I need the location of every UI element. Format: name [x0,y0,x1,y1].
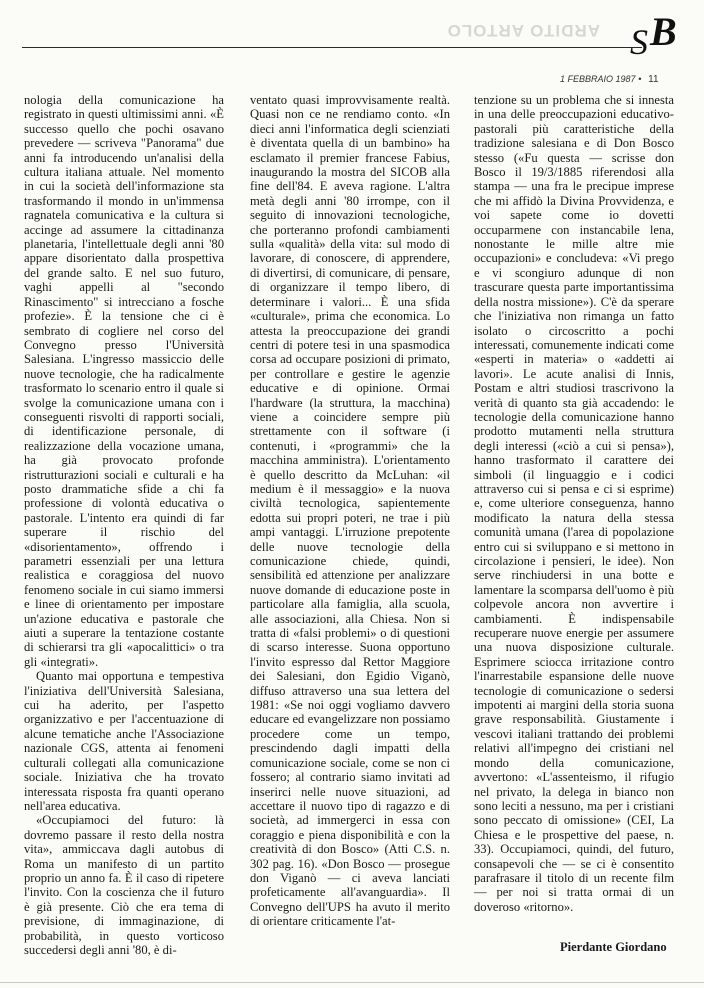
paragraph: nologia della comunicazione ha registrato in questi ultimissimi anni. «È successo quello che pochi osavano prevedere — scriveva "Panorama" due anni fa introducendo un'analisi della cultura italiana attuale. Nel momento in cui la società dell'informazione sta trasformando il mondo in un'immensa ragnatela comunicativa e la cultura si accinge ad assumere la cittadinanza planetaria, l'intellettuale degli anni '80 appare disorientato dalla prospettiva del grande salto. E nel suo futuro, vaghi appelli al "secondo Rinascimento" si intrecciano a fosche profezie». È la tensione che ci è sembrato di cogliere nel corso del Convegno presso l'Università Salesiana. L'ingresso massiccio delle nuove tecnologie, che ha radicalmente trasformato lo scenario entro il quale si svolge la comunicazione umana con i conseguenti risvolti di rapporti sociali, di identificazione personale, di realizzazione della vocazione umana, ha già provocato profonde ristrutturazioni sociali e culturali e ha posto drammatiche sfide a chi fa professione di volontà educativa o pastorale. L'intento era quindi di far superare il rischio del «disorientamento», offrendo i parametri essenziali per una lettura realistica e coraggiosa del nuovo fenomeno sociale in cui siamo immersi e linee di orientamento per impostare un'azione educativa e pastorale che aiuti a superare la tentazione costante di schierarsi tra gli «apocalittici» o tra gli «integrati». [24,93,224,669]
issue-date: 1 FEBBRAIO 1987 [560,74,636,84]
folio-separator: • [638,74,642,85]
article-column-2 [250,93,450,963]
logo-letter-s: S [630,22,648,62]
header-rule [22,47,642,48]
paragraph: ventato quasi improvvisamente realtà. Quasi non ce ne rendiamo conto. «In dieci anni l'informatica degli scienziati è diventata quella di un bambino» ha esclamato il premier francese Fabius, inaugurando la mostra del SICOB alla fine dell'84. E aveva ragione. L'altra metà degli anni '80 irrompe, con il seguito di innovazioni tecnologiche, che porteranno profondi cambiamenti sulla «qualità» della vita: sul modo di lavorare, di conoscere, di apprendere, di divertirsi, di comunicare, di pensare, di organizzare il tempo libero, di determinare i valori... È una sfida «culturale», prima che economica. Lo attesta la preoccupazione dei grandi centri di potere tesi in una spasmodica corsa ad occupare posizioni di primato, per controllare e gestire le agenzie educative e di opinione. Ormai l'hardware (la struttura, la macchina) viene a coincidere sempre più strettamente con il software (i contenuti, i «programmi» che la macchina amministra). L'orientamento è quello descritto da McLuhan: «il medium è il messaggio» e la nuova civiltà tecnologica, sapientemente edotta sui propri poteri, ne trae i più ampi vantaggi. L'irruzione prepotente delle nuove tecnologie della comunicazione chiede, quindi, sensibilità ed attenzione per analizzare nuove domande di educazione poste in particolare alla famiglia, alla scuola, alle associazioni, alla Chiesa. Non si tratta di «falsi problemi» o di questioni di scarso interesse. Suona opportuno l'invito espresso dal Rettor Maggiore dei Salesiani, don Egidio Viganò, diffuso attraverso una sua lettera del 1981: «Se noi oggi vogliamo davvero educare ed evangelizzare non possiamo procedere come un tempo, prescindendo dagli impatti della comunicazione sociale, come se non ci fossero; al contrario siamo invitati ad inserirci nelle nuove situazioni, ad accettare il nuovo tipo di ragazzo e di società, ad immergerci in essa con coraggio e piena disponibilità e con la creatività di don Bosco» (Atti C.S. n. 302 pag. 16). «Don Bosco — prosegue don Viganò — ci aveva lanciati profeticamente all'avanguardia». Il Convegno dell'UPS ha avuto il merito di orientare criticamente l'at- [250,93,450,929]
page-edge [0,982,704,983]
bleed-through-heading: ARDITO ARTOLO [446,21,600,40]
sb-logo [630,9,690,62]
article-column-1 [24,93,224,963]
author-signature: Pierdante Giordano [560,940,667,954]
page-number: 11 [648,74,659,85]
paragraph: tenzione su un problema che si innesta in una delle preoccupazioni educativo-pastorali più caratteristiche della tradizione salesiana e di Don Bosco stesso («Fu questa — scrisse don Bosco il 19/3/1885 riferendosi alla stampa — una fra le precipue imprese che mi affidò la Divina Provvidenza, e voi sapete come io dovetti occuparmene con instancabile lena, nonostante le mille altre mie occupazioni» e concludeva: «Vi prego e vi scongiuro adunque di non trascurare questa parte importantissima della nostra missione»). C'è da sperare che l'iniziativa non rimanga un fatto isolato o circoscritto a pochi interessati, comunemente indicati come «esperti in materia» o «addetti ai lavori». Le acute analisi di Innis, Postam e altri studiosi trascrivono la verità di quanto sta già accadendo: le tecnologie della comunicazione hanno prodotto mutamenti nella struttura degli interessi («ciò a cui si pensa»), hanno trasformato il carattere dei simboli (il linguaggio e i codici attraverso cui si pensa e ci si esprime) e, come ulteriore conseguenza, hanno modificato la natura della stessa comunità umana (l'area di popolazione entro cui si sviluppano e si mettono in circolazione i pensieri, le idee). Non serve rinchiudersi in una botte e lamentare la scomparsa dell'uomo è più colpevole ancora non avvertire i cambiamenti. È indispensabile recuperare nuove energie per assumere una nuova disposizione culturale. Esprimere sciocca irritazione contro l'inarrestabile espansione delle nuove tecnologie di comunicazione o sedersi impotenti ai margini della storia suona grave responsabilità. Giustamente i vescovi italiani trattando dei problemi relativi all'impegno dei cristiani nel mondo della comunicazione, avvertono: «L'assenteismo, il rifugio nel privato, la delega in bianco non sono leciti a nessuno, ma per i cristiani sono peccato di omissione» (CEI, La Chiesa e le prospettive del paese, n. 33). Occupiamoci, quindi, del futuro, consapevoli che — se ci è consentito parafrasare il titolo di un recente film — per noi si tratta ormai di un doveroso «ritorno». [474,93,674,914]
article-column-3 [474,93,674,963]
logo-letter-b: B [650,9,677,54]
paragraph: Quanto mai opportuna e tempestiva l'iniziativa dell'Università Salesiana, cui ha aderito, per l'aspetto organizzativo e per l'accentuazione di alcune tematiche anche l'Associazione nazionale CGS, attenta ai fenomeni culturali collegati alla comunicazione sociale. Iniziativa che ha trovato interessata risposta fra quanti operano nell'area educativa. [24,669,224,813]
page-folio [560,74,680,85]
paragraph: «Occupiamoci del futuro: là dovremo passare il resto della nostra vita», ammiccava dagli autobus di Roma un manifesto di un partito proprio un anno fa. È il caso di ripetere l'invito. Con la coscienza che il futuro è già presente. Ciò che era tema di previsione, di immaginazione, di probabilità, in questo vorticoso succedersi degli anni '80, è di- [24,813,224,957]
